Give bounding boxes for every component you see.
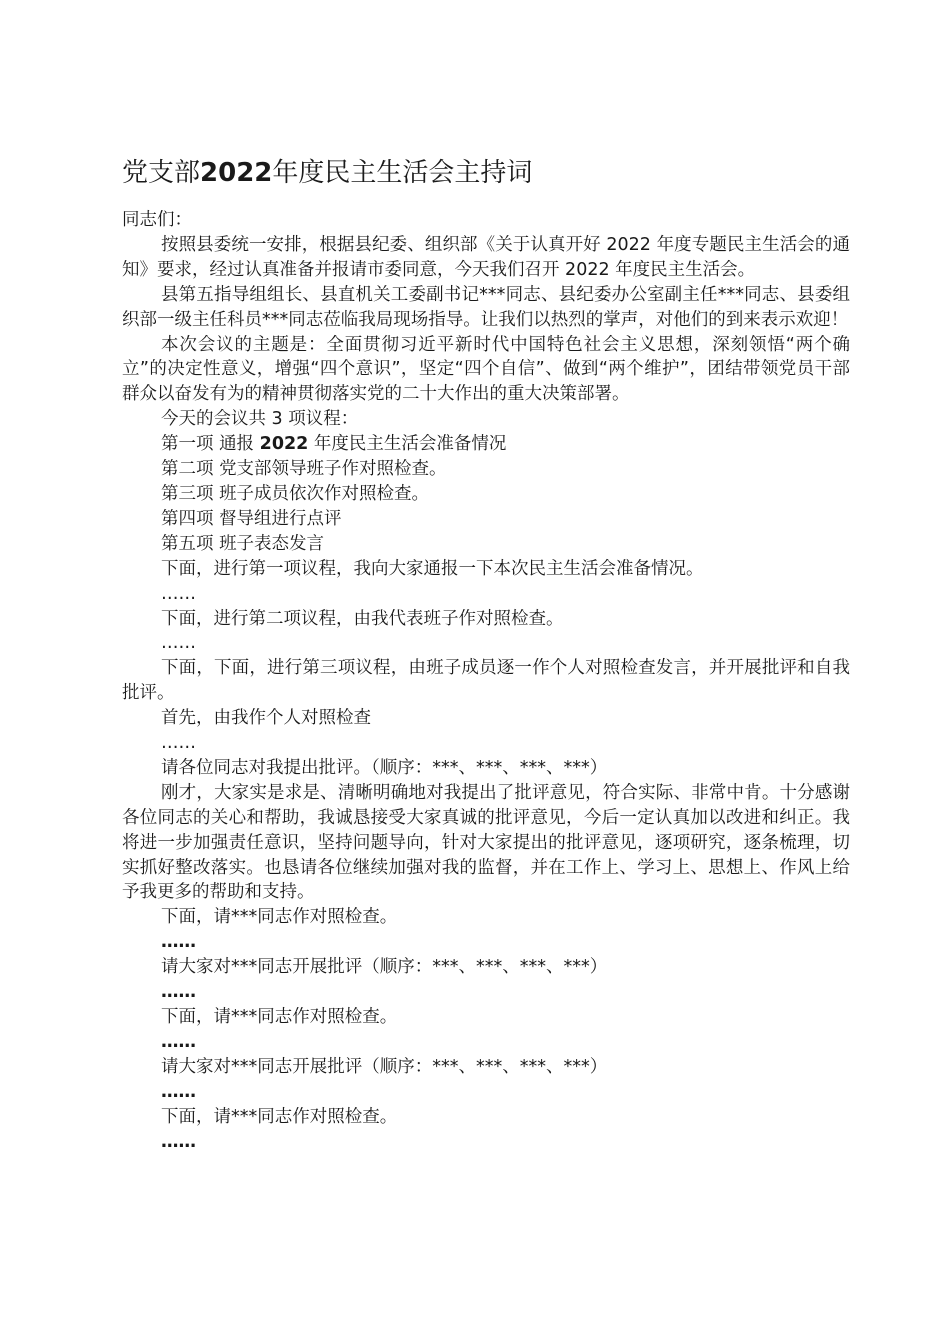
ellipsis: …… [161, 1131, 196, 1152]
paragraph: 按照县委统一安排，根据县纪委、组织部《关于认真开好 2022 年度专题民主生活会的通知》要求，经过认真准备并报请市委同意，今天我们召开 2022 年度民主生活会。 [122, 234, 850, 280]
ellipsis: …… [161, 733, 196, 754]
paragraph: 刚才，大家实是求是、清晰明确地对我提出了批评意见，符合实际、非常中肯。十分感谢各位同志的关心和帮助，我诚恳接受大家真诚的批评意见，今后一定认真加以改进和纠正。我将进一步加强责任意识，坚持问题导向，针对大家提出的批评意见，逐项研究，逐条梳理，切实抓好整改落实。也恳请各位继续加强对我的监督，并在工作上、学习上、思想上、作风上给予我更多的帮助和支持。 [122, 782, 850, 903]
paragraph: 请大家对***同志开展批评（顺序：***、***、***、***） [161, 957, 608, 978]
title-suffix: 年度民主生活会主持词 [272, 158, 533, 188]
paragraph: 县第五指导组组长、县直机关工委副书记***同志、县纪委办公室副主任***同志、县委组织部一级主任科员***同志莅临我局现场指导。让我们以热烈的掌声，对他们的到来表示欢迎！ [122, 284, 850, 330]
paragraph: 首先，由我作个人对照检查 [161, 708, 371, 729]
paragraph: 请大家对***同志开展批评（顺序：***、***、***、***） [161, 1056, 608, 1077]
paragraph: 今天的会议共 3 项议程： [161, 409, 359, 430]
ellipsis: …… [161, 583, 196, 604]
title-prefix: 党支部 [122, 158, 201, 188]
agenda-item-1-year: 2022 [259, 434, 309, 455]
paragraph: 下面，请***同志作对照检查。 [161, 907, 398, 928]
ellipsis: …… [161, 633, 196, 654]
agenda-item-1 [122, 432, 850, 457]
paragraph: 下面，进行第一项议程，我向大家通报一下本次民主生活会准备情况。 [161, 558, 704, 579]
agenda-item-1-prefix: 第一项 通报 [161, 434, 260, 455]
title-year: 2022 [200, 158, 273, 188]
paragraph: 下面，请***同志作对照检查。 [161, 1007, 398, 1027]
document-body [122, 208, 850, 1154]
ellipsis: …… [161, 1031, 196, 1052]
document-title [122, 155, 842, 191]
paragraph: 下面，下面，进行第三项议程，由班子成员逐一作个人对照检查发言，并开展批评和自我批评。 [122, 658, 850, 704]
agenda-item-5: 第五项 班子表态发言 [161, 533, 325, 554]
paragraph: 请各位同志对我提出批评。（顺序：***、***、***、***） [161, 757, 608, 778]
agenda-item-2: 第二项 党支部领导班子作对照检查。 [161, 459, 447, 480]
agenda-item-4: 第四项 督导组进行点评 [161, 508, 342, 529]
ellipsis: …… [161, 1081, 196, 1102]
ellipsis: …… [161, 982, 196, 1003]
ellipsis: …… [161, 932, 196, 953]
greeting: 同志们： [122, 210, 192, 230]
agenda-item-3: 第三项 班子成员依次作对照检查。 [161, 483, 430, 504]
paragraph: 下面，请***同志作对照检查。 [161, 1106, 398, 1127]
paragraph: 本次会议的主题是：全面贯彻习近平新时代中国特色社会主义思想，深刻领悟“两个确立”的决定性意义，增强“四个意识”，坚定“四个自信”、做到“两个维护”，团结带领党员干部群众以奋发有为的精神贯彻落实党的二十大作出的重大决策部署。 [122, 334, 850, 405]
paragraph: 下面，进行第二项议程，由我代表班子作对照检查。 [161, 608, 564, 629]
agenda-item-1-suffix: 年度民主生活会准备情况 [308, 434, 507, 455]
